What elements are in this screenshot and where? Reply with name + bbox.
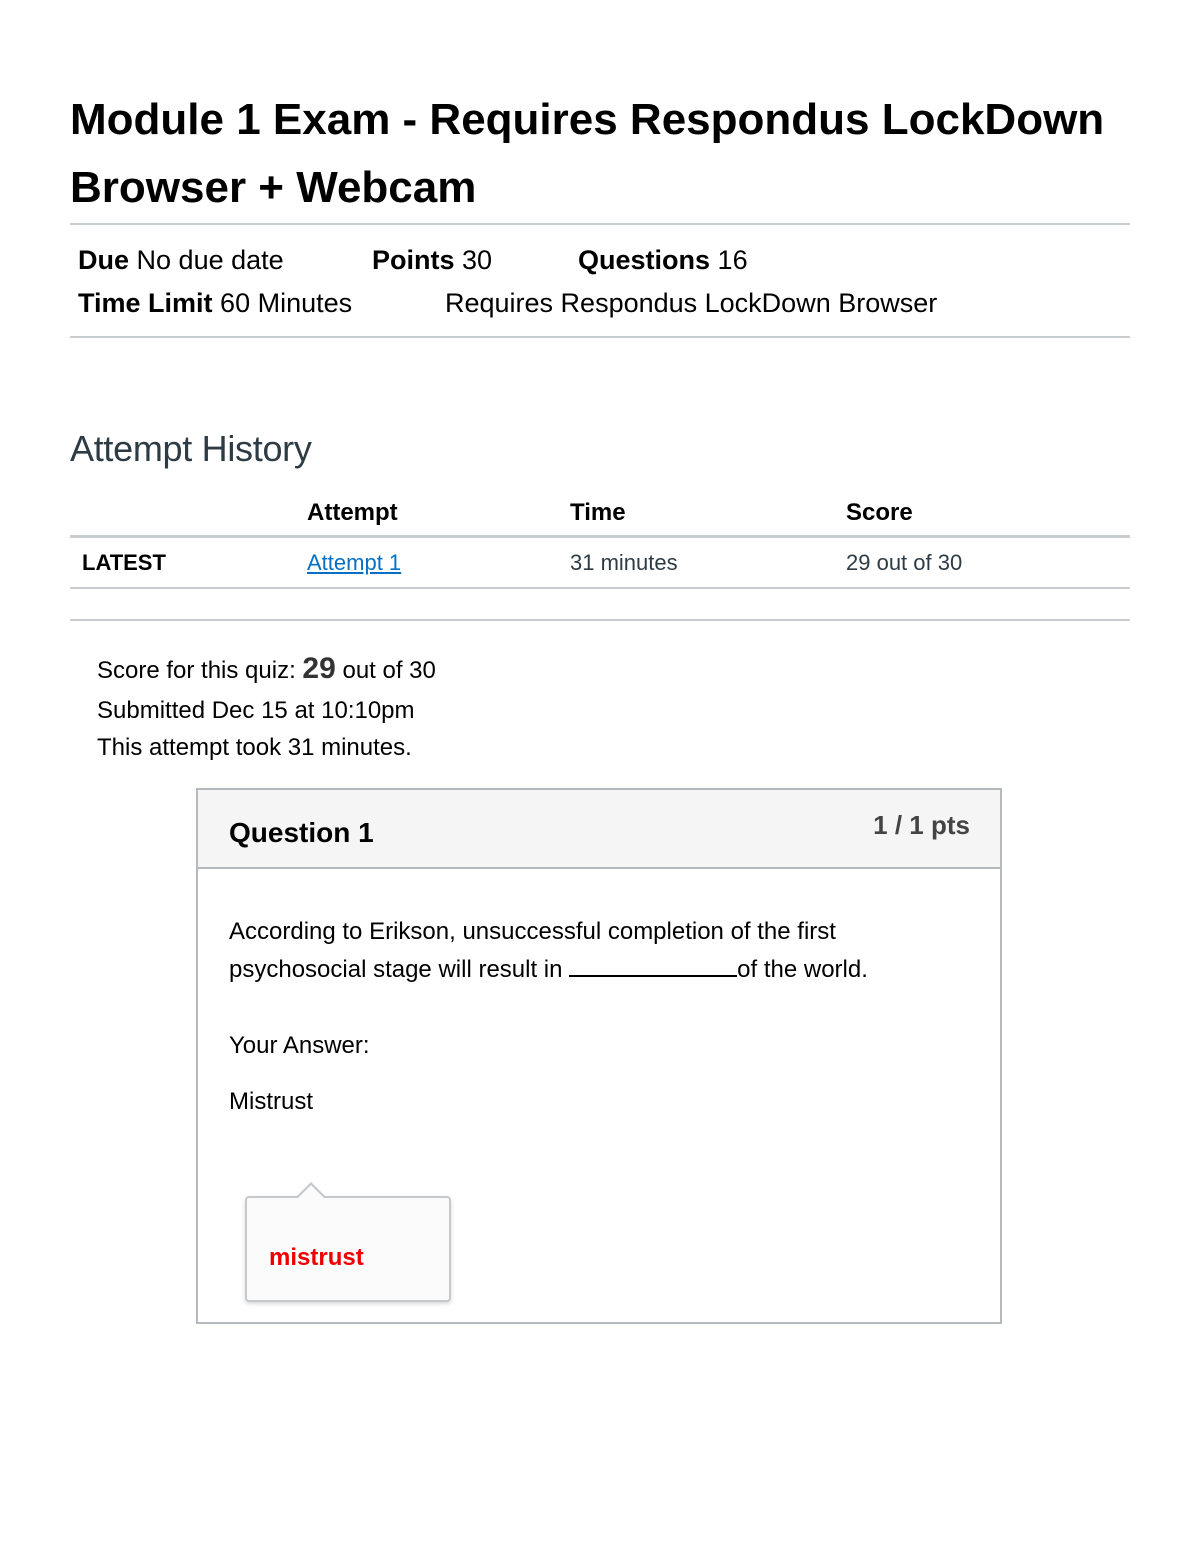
question-title: Question 1: [229, 817, 374, 848]
points-value: 30: [462, 245, 493, 275]
score-prefix: Score for this quiz:: [97, 657, 296, 684]
attempt-history-heading: Attempt History: [70, 428, 312, 469]
score-value: 29: [302, 652, 336, 685]
quiz-title: Module 1 Exam - Requires Respondus LockDown Browser + Webcam: [70, 95, 1105, 212]
lockdown-requirement: Requires Respondus LockDown Browser: [445, 288, 938, 318]
answer-feedback-bubble: [245, 1196, 451, 1302]
quiz-score-summary: [97, 654, 436, 686]
questions-value: 16: [717, 245, 748, 275]
graded-answer: mistrust: [269, 1244, 364, 1271]
header-divider-top: [70, 223, 1130, 225]
attempt-cell: [307, 550, 401, 576]
score-suffix: out of 30: [342, 657, 436, 684]
question-text-before-blank: psychosocial stage will result in: [229, 956, 570, 983]
column-header-score: Score: [846, 499, 913, 526]
submitted-time: Submitted Dec 15 at 10:10pm: [97, 697, 415, 724]
score-cell: 29 out of 30: [846, 550, 963, 575]
question-header: [198, 790, 1000, 869]
your-answer-value: Mistrust: [229, 1088, 313, 1115]
due-label: Due: [78, 245, 130, 275]
section-divider: [70, 619, 1130, 621]
question-text-line-1: According to Erikson, unsuccessful completion of the first: [229, 918, 836, 945]
points-label: Points: [372, 245, 455, 275]
questions-label: Questions: [578, 245, 711, 275]
fill-in-blank: [569, 953, 737, 977]
quiz-due: [78, 243, 284, 277]
your-answer-label: Your Answer:: [229, 1032, 370, 1059]
time-cell: 31 minutes: [570, 550, 678, 575]
time-limit-label: Time Limit: [78, 288, 213, 318]
due-value: No due date: [136, 245, 284, 275]
header-divider-bottom: [70, 336, 1130, 338]
question-card: [196, 788, 1002, 1324]
latest-tag: LATEST: [82, 550, 166, 575]
quiz-time-limit: [78, 286, 352, 320]
question-text-line-2: [229, 951, 969, 989]
question-points: 1 / 1 pts: [873, 810, 970, 840]
bubble-pointer-fill: [297, 1185, 325, 1199]
column-header-time: Time: [570, 499, 626, 526]
table-row-divider: [70, 587, 1130, 589]
quiz-points: [372, 243, 492, 277]
column-header-attempt: Attempt: [307, 499, 398, 526]
quiz-questions: [578, 243, 748, 277]
attempt-duration: This attempt took 31 minutes.: [97, 734, 412, 761]
question-text-after-blank: of the world.: [737, 956, 868, 983]
attempt-1-link[interactable]: Attempt 1: [307, 550, 402, 575]
time-limit-value: 60 Minutes: [220, 288, 353, 318]
question-text: [229, 913, 969, 989]
table-header-divider: [70, 535, 1130, 538]
